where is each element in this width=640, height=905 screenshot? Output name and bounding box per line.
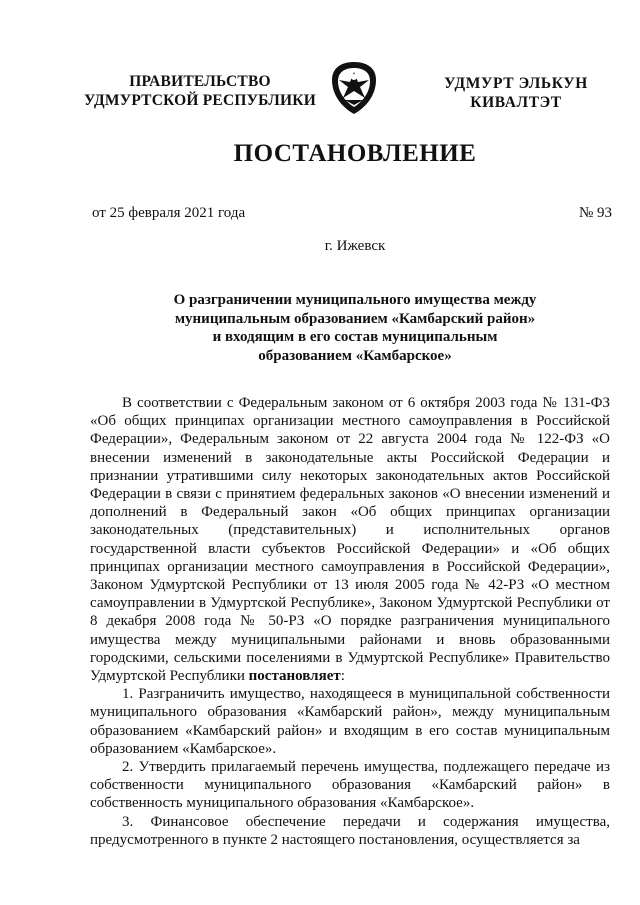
document-number: № 93 — [578, 205, 612, 221]
government-name-udmurt — [396, 74, 636, 112]
government-name-udmurt-line1: УДМУРТ ЭЛЬКУН — [444, 75, 588, 92]
coat-of-arms-emblem-icon — [329, 60, 379, 116]
government-name-russian — [70, 72, 330, 110]
item-1-paragraph: 1. Разграничить имущество, находящееся в муниципальной собственности муниципального образования «Камбарский район», между муниципальным образованием «Камбарский район» и входящим в его состав муниципальным образованием «Камбарское». — [90, 686, 610, 757]
preamble-end: : — [340, 668, 345, 685]
government-name-line2: УДМУРТСКОЙ РЕСПУБЛИКИ — [84, 92, 316, 109]
preamble-paragraph — [90, 394, 610, 685]
government-name-udmurt-line2: КИВАЛТЭТ — [470, 94, 562, 111]
subject-line2: муниципальным образованием «Камбарский район» — [174, 310, 536, 327]
preamble-text: В соответствии с Федеральным законом от 6 октября 2003 года № 131-ФЗ «Об общих принципах организации местного самоуправления в Российской Федерации», Федеральным законом от 22 августа 2004 года № 122-ФЗ «О внесении изменений в законодательные акты Российской Федерации и признании утратившими силу некоторых законодательных актов Российской Федерации в связи с принятием федеральных законов «О внесении изменений и дополнений в Федеральный закон «Об общих принципах организации законодательных (представительных) и исполнительных органов государственной власти субъектов Российской Федерации» и «Об общих принципах организации местного самоуправления в Российской Федерации», Законом Удмуртской Республики от 13 июля 2005 года № 42-РЗ «О местном самоуправлении в Удмуртской Республике», Законом Удмуртской Республики от 8 декабря 2008 года № 50-РЗ «О порядке разграничения муниципального имущества между муниципальными районами и вновь образованными городскими, сельскими поселениями в Удмуртской Республике» Правительство Удмуртской Республики — [90, 395, 610, 685]
subject-line3: и входящим в его состав муниципальным — [212, 329, 498, 345]
document-body — [90, 394, 610, 849]
subject-line1: О разграничении муниципального имущества между — [173, 292, 537, 308]
document-city: г. Ижевск — [324, 238, 386, 254]
document-subject — [120, 291, 590, 365]
item-2-paragraph: 2. Утвердить прилагаемый перечень имущества, подлежащего передаче из собственности муниципального образования «Камбарский район» в собственность муниципального образования «Камбарское». — [90, 759, 610, 812]
government-name-line1: ПРАВИТЕЛЬСТВО — [129, 73, 271, 90]
document-title: ПОСТАНОВЛЕНИЕ — [233, 140, 477, 167]
item-3-paragraph: 3. Финансовое обеспечение передачи и содержания имущества, предусмотренного в пункте 2 настоящего постановления, осуществляется за — [90, 813, 610, 848]
document-date: от 25 февраля 2021 года — [92, 205, 246, 221]
subject-line4: образованием «Камбарское» — [258, 347, 452, 364]
preamble-keyword: постановляет — [248, 668, 341, 685]
